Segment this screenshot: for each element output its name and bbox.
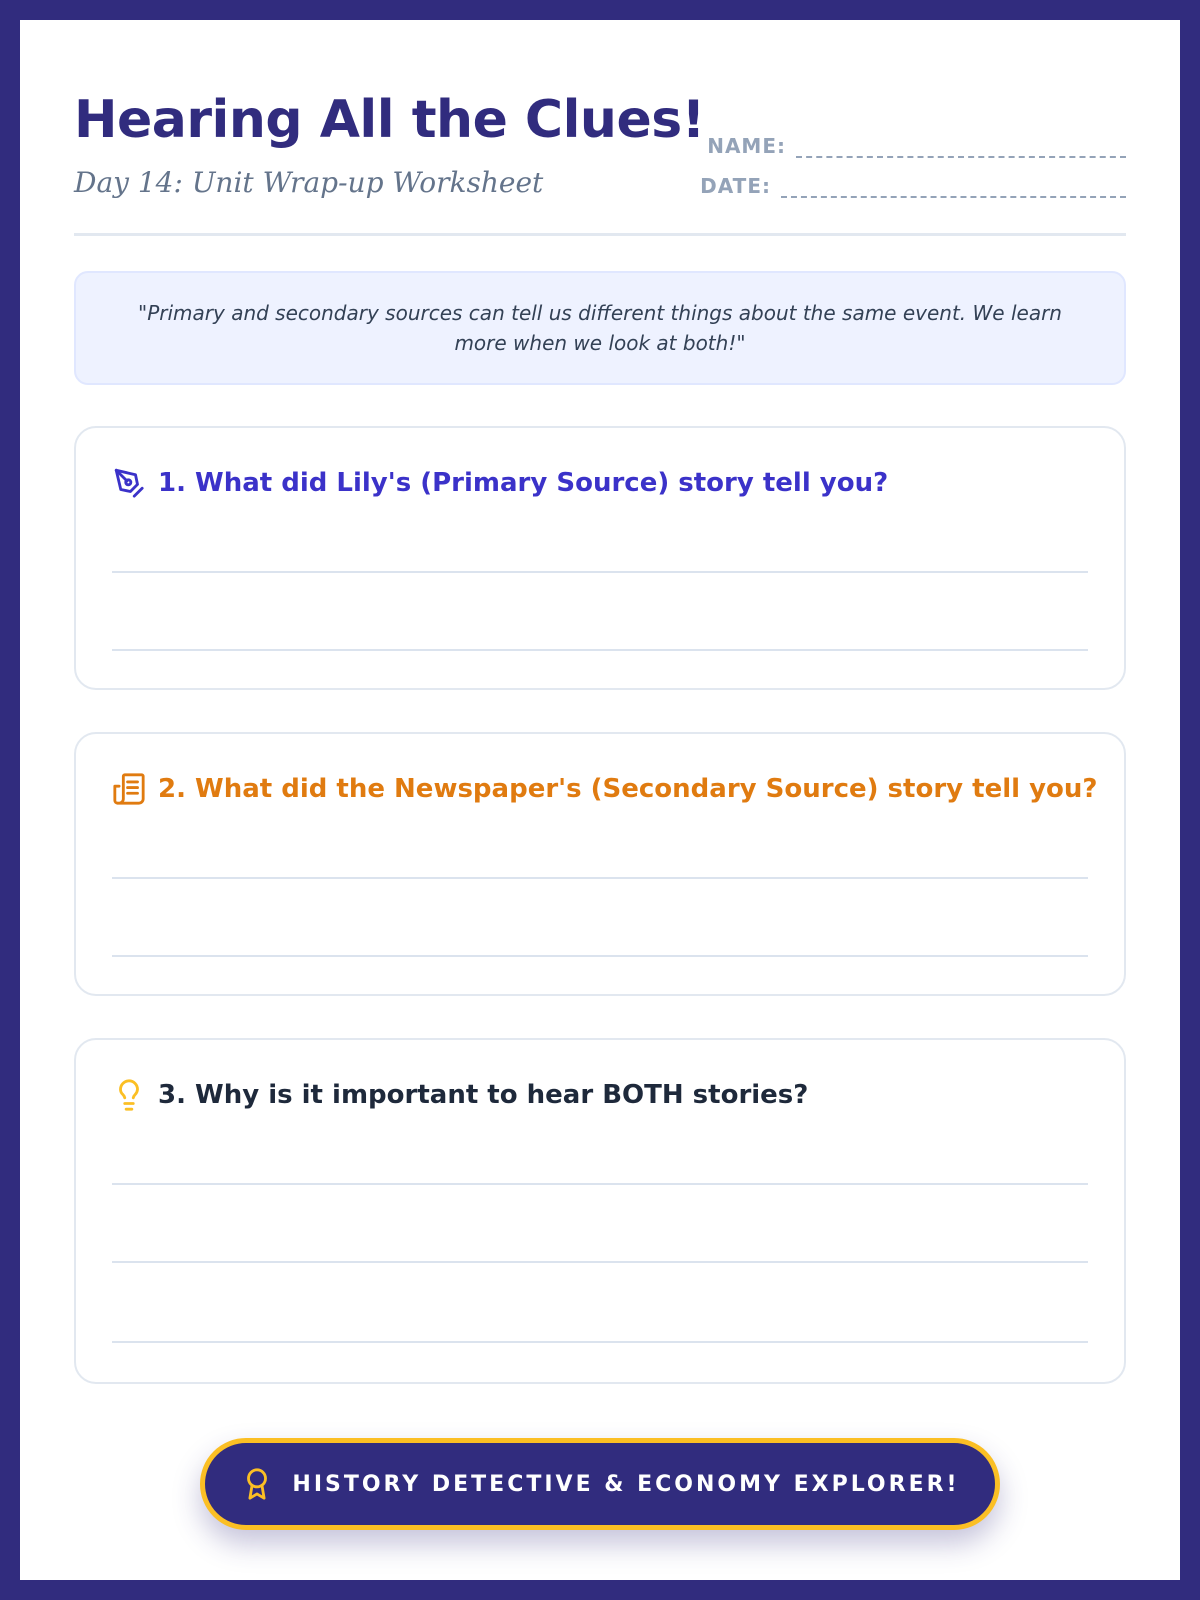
- answer-line[interactable]: [112, 877, 1088, 879]
- achievement-badge: [200, 1438, 1000, 1530]
- award-ribbon-icon: [240, 1467, 274, 1501]
- answer-line[interactable]: [112, 955, 1088, 957]
- page-subtitle: Day 14: Unit Wrap-up Worksheet: [74, 166, 544, 199]
- answer-line[interactable]: [112, 649, 1088, 651]
- question-card-3: [74, 1038, 1126, 1384]
- worksheet-page: [20, 20, 1180, 1580]
- name-field[interactable]: [707, 134, 1126, 158]
- question-2-label: 2. What did the Newspaper's (Secondary Source) story tell you?: [158, 774, 1098, 804]
- worksheet-header: [74, 74, 1126, 236]
- date-blank-line[interactable]: [781, 178, 1126, 198]
- lightbulb-icon: [112, 1078, 146, 1112]
- question-1-label: 1. What did Lily's (Primary Source) story tell you?: [158, 468, 889, 498]
- answer-line[interactable]: [112, 1341, 1088, 1343]
- quote-text: "Primary and secondary sources can tell us different things about the same event. We learn more when we look at both!": [138, 301, 1062, 355]
- name-blank-line[interactable]: [796, 138, 1126, 158]
- question-2: [112, 772, 1097, 806]
- question-3-label: 3. Why is it important to hear BOTH stories?: [158, 1080, 809, 1110]
- question-card-2: [74, 732, 1126, 996]
- quote-box: [74, 271, 1126, 385]
- date-label: DATE:: [700, 174, 771, 198]
- date-field[interactable]: [700, 174, 1126, 198]
- question-3: [112, 1078, 808, 1112]
- pen-nib-icon: [112, 466, 146, 500]
- name-label: NAME:: [707, 134, 786, 158]
- page-title: Hearing All the Clues!: [74, 90, 705, 150]
- question-1: [112, 466, 888, 500]
- answer-line[interactable]: [112, 1261, 1088, 1263]
- answer-line[interactable]: [112, 1183, 1088, 1185]
- newspaper-icon: [112, 772, 146, 806]
- answer-line[interactable]: [112, 571, 1088, 573]
- badge-text: HISTORY DETECTIVE & ECONOMY EXPLORER!: [292, 1471, 960, 1497]
- question-card-1: [74, 426, 1126, 690]
